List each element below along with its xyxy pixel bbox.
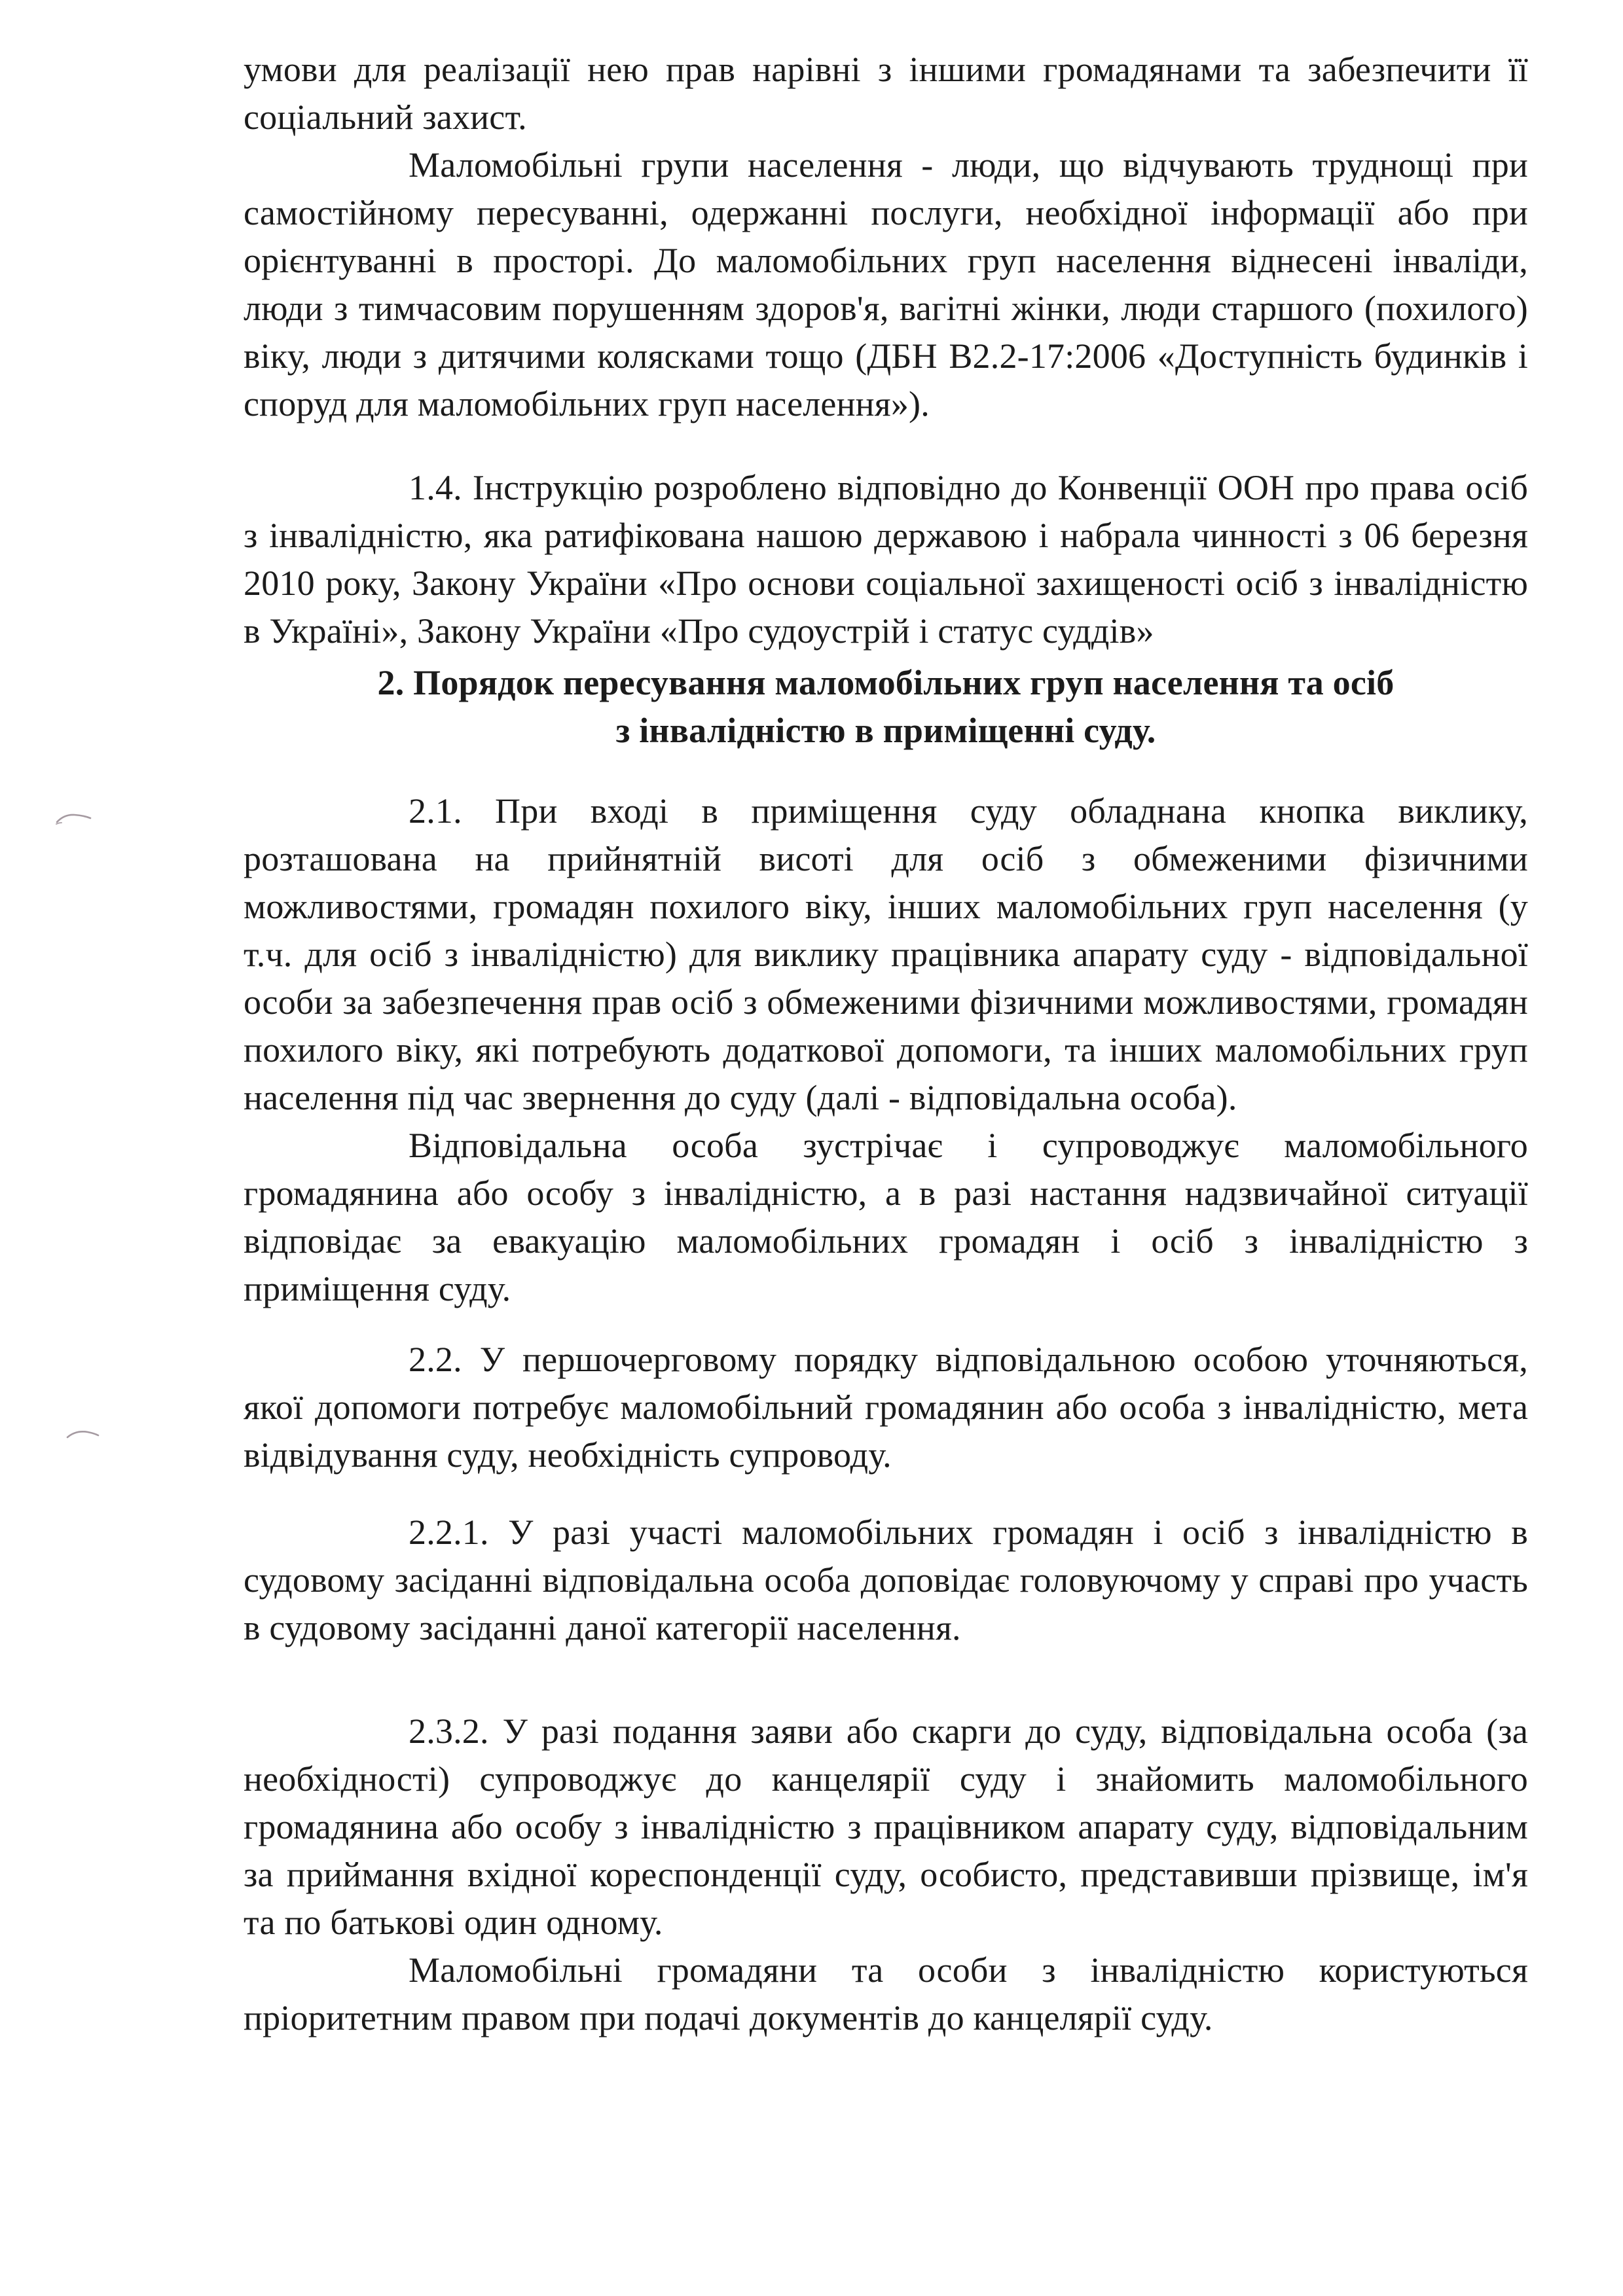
- paragraph: 1.4. Інструкцію розроблено відповідно до Конвенції ООН про права осіб з інвалідністю, яка ратифікована нашою державою і набрала чинності з 06 березня 2010 року, Закону України «Про основи соціальної захищеності осіб з інвалідністю в Україні», Закону України «Про судоустрій і статус суддів»: [244, 468, 1528, 651]
- paragraph: Відповідальна особа зустрічає і супроводжує маломобільного громадянина або особу з інвалідністю, а в разі настання надзвичайної ситуації відповідає за евакуацію маломобільних громадян і осіб з інвалідністю з приміщення суду.: [244, 1126, 1528, 1308]
- paragraph: 2.2. У першочерговому порядку відповідальною особою уточняються, якої допомоги потребує маломобільний громадянин або особа з інвалідністю, мета відвідування суду, необхідність супроводу.: [244, 1340, 1528, 1475]
- paragraph: умови для реалізації нею прав нарівні з іншими громадянами та забезпечити її соціальний захист.: [244, 50, 1528, 137]
- section-heading: 2. Порядок пересування маломобільних груп населення та осіб з інвалідністю в приміщенні суду.: [377, 663, 1395, 750]
- paragraph: 2.1. При вході в приміщення суду обладнана кнопка виклику, розташована на прийнятній висоті для осіб з обмеженими фізичними можливостями, громадян похилого віку, інших маломобільних груп населення (у т.ч. для осіб з інвалідністю) для виклику працівника апарату суду - відповідальної особи за забезпечення прав осіб з обмеженими фізичними можливостями, громадян похилого віку, які потребують додаткової допомоги, та інших маломобільних груп населення під час звернення до суду (далі - відповідальна особа).: [244, 791, 1528, 1117]
- document-body: [244, 46, 1528, 2042]
- paragraph: Маломобільні громадяни та особи з інвалідністю користуються пріоритетним правом при подачі документів до канцелярії суду.: [244, 1950, 1528, 2037]
- paragraph: 2.2.1. У разі участі маломобільних громадян і осіб з інвалідністю в судовому засіданні відповідальна особа доповідає головуючому у справі про участь в судовому засіданні даної категорії населення.: [244, 1513, 1528, 1647]
- pencil-mark-icon: [65, 1428, 101, 1443]
- paragraph: 2.3.2. У разі подання заяви або скарги до суду, відповідальна особа (за необхідності) супроводжує до канцелярії суду і знайомить маломобільного громадянина або особу з інвалідністю з працівником апарату суду, відповідальним за приймання вхідної кореспонденції суду, особисто, представивши прізвище, ім'я та по батькові один одному.: [244, 1712, 1528, 1942]
- pencil-mark-icon: [55, 809, 96, 827]
- paragraph: Маломобільні групи населення - люди, що відчувають труднощі при самостійному пересуванні, одержанні послуги, необхідної інформації або при орієнтуванні в просторі. До маломобільних груп населення віднесені інваліди, люди з тимчасовим порушенням здоров'я, вагітні жінки, люди старшого (похилого) віку, люди з дитячими колясками тощо (ДБН В2.2-17:2006 «Доступність будинків і споруд для маломобільних груп населення»).: [244, 145, 1528, 423]
